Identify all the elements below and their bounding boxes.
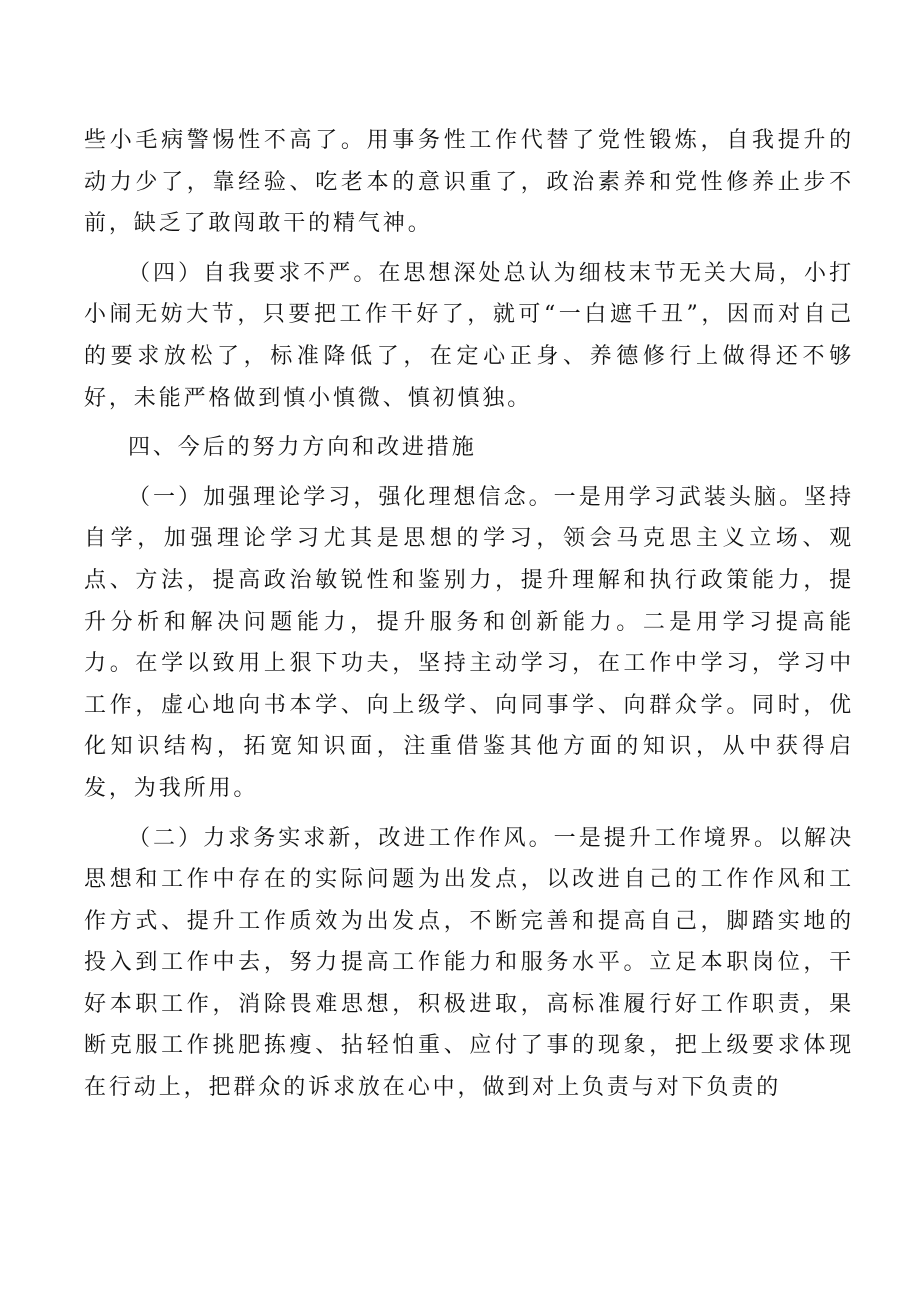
section-heading: 四、今后的努力方向和改进措施 xyxy=(128,435,477,461)
paragraph-self-requirement: （四）自我要求不严。在思想深处总认为细枝末节无关大局，小打小闹无妨大节，只要把工作干好了，就可“一白遮千丑”，因而对自己的要求放松了，标准降低了，在定心正身、养德修行上做得还不够好，未能严格做到慎小慎微、慎初慎独。 xyxy=(84,260,854,411)
continuation-paragraph: 些小毛病警惕性不高了。用事务性工作代替了党性锻炼，自我提升的动力少了，靠经验、吃老本的意识重了，政治素养和党性修养止步不前，缺乏了敢闯敢干的精气神。 xyxy=(84,128,854,237)
paragraph-work-style: （二）力求务实求新，改进工作作风。一是提升工作境界。以解决思想和工作中存在的实际问题为出发点，以改进自己的工作作风和工作方式、提升工作质效为出发点，不断完善和提高自己，脚踏实地的投入到工作中去，努力提高工作能力和服务水平。立足本职岗位，干好本职工作，消除畏难思想，积极进取，高标准履行好工作职责，果断克服工作挑肥拣瘦、拈轻怕重、应付了事的现象，把上级要求体现在行动上，把群众的诉求放在心中，做到对上负责与对下负责的 xyxy=(84,825,854,1101)
document-body xyxy=(84,120,854,1117)
paragraph-theory-study: （一）加强理论学习，强化理想信念。一是用学习武装头脑。坚持自学，加强理论学习尤其是思想的学习，领会马克思主义立场、观点、方法，提高政治敏锐性和鉴别力，提升理解和执行政策能力，提升分析和解决问题能力，提升服务和创新能力。二是用学习提高能力。在学以致用上狠下功夫，坚持主动学习，在工作中学习，学习中工作，虚心地向书本学、向上级学、向同事学、向群众学。同时，优化知识结构，拓宽知识面，注重借鉴其他方面的知识，从中获得启发，为我所用。 xyxy=(84,484,854,801)
